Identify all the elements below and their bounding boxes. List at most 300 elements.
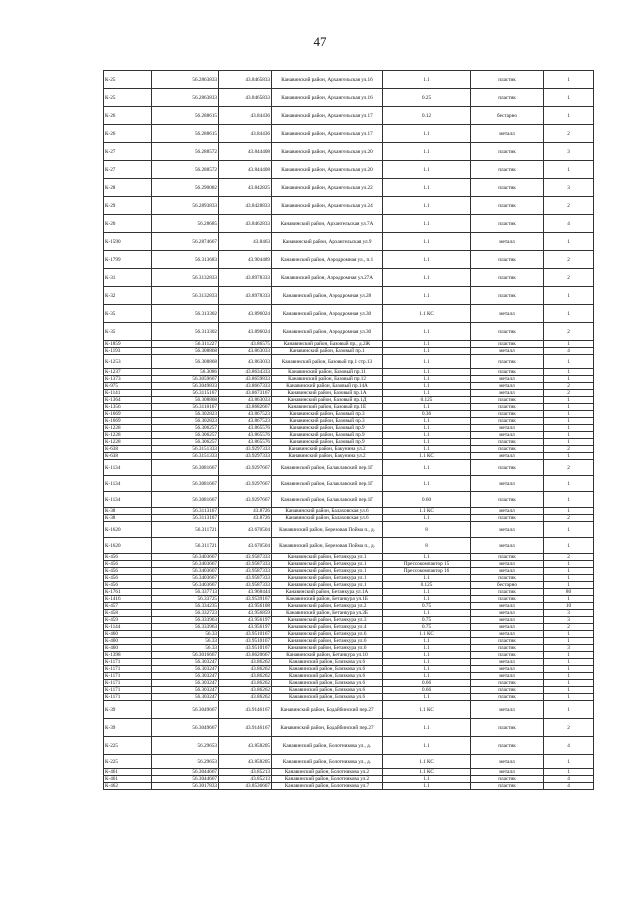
volume-cell: 1.1 bbox=[383, 610, 471, 617]
material-cell: пластик bbox=[471, 492, 544, 508]
volume-cell: 1.1 bbox=[383, 197, 471, 215]
site-id-cell: К-1669 bbox=[104, 418, 152, 425]
count-cell: 1 bbox=[544, 233, 594, 251]
table-row bbox=[104, 645, 594, 652]
latitude-cell: 56.33 bbox=[152, 645, 219, 652]
latitude-cell: 56.3132833 bbox=[152, 269, 219, 287]
table-row bbox=[104, 439, 594, 446]
address-cell: Канавинский район, Архангельская ул.16 bbox=[272, 71, 383, 89]
volume-cell: 0.75 bbox=[383, 624, 471, 631]
count-cell: 1 bbox=[544, 687, 594, 694]
site-id-cell: К-1356 bbox=[104, 404, 152, 411]
site-id-cell: К-27 bbox=[104, 143, 152, 161]
material-cell: пластик bbox=[471, 638, 544, 645]
material-cell: пластик bbox=[471, 355, 544, 369]
longitude-cell: 43.8620667 bbox=[219, 652, 272, 659]
longitude-cell: 43.9297667 bbox=[219, 460, 272, 476]
volume-cell: 1.1 bbox=[383, 376, 471, 383]
address-cell: Канавинский район, Болотникова ул., д. bbox=[272, 755, 383, 769]
address-cell: Канавинский район, Березовая Пойма п., д. bbox=[272, 522, 383, 538]
latitude-cell: 56.302823 bbox=[152, 411, 219, 418]
material-cell: пластик bbox=[471, 446, 544, 453]
material-cell: пластик bbox=[471, 251, 544, 269]
material-cell: пластик bbox=[471, 397, 544, 404]
latitude-cell: 56.3403667 bbox=[152, 561, 219, 568]
longitude-cell: 43.8462833 bbox=[219, 215, 272, 233]
longitude-cell: 43.9587333 bbox=[219, 561, 272, 568]
count-cell: 1 bbox=[544, 492, 594, 508]
volume-cell: Прессокомпактор 15 bbox=[383, 561, 471, 568]
latitude-cell: 56.3016667 bbox=[152, 652, 219, 659]
volume-cell: 0.125 bbox=[383, 582, 471, 589]
volume-cell: 1.1 bbox=[383, 783, 471, 790]
count-cell: 2 bbox=[544, 554, 594, 561]
latitude-cell: 56.3044667 bbox=[152, 769, 219, 776]
site-id-cell: К-1144 bbox=[104, 624, 152, 631]
longitude-cell: 43.8463 bbox=[219, 233, 272, 251]
site-id-cell: К-460 bbox=[104, 631, 152, 638]
count-cell: 1 bbox=[544, 561, 594, 568]
latitude-cell: 56.334235 bbox=[152, 603, 219, 610]
site-id-cell: К-35 bbox=[104, 323, 152, 341]
site-id-cell: К-1669 bbox=[104, 411, 152, 418]
material-cell: пластик bbox=[471, 694, 544, 701]
site-id-cell: К-1859 bbox=[104, 341, 152, 348]
table-row bbox=[104, 179, 594, 197]
longitude-cell: 43.956197 bbox=[219, 624, 272, 631]
latitude-cell: 56.2874667 bbox=[152, 233, 219, 251]
address-cell: Канавинский район, Бетанкура ул.1 bbox=[272, 561, 383, 568]
longitude-cell: 43.9146167 bbox=[219, 701, 272, 719]
longitude-cell: 43.8659833 bbox=[219, 376, 272, 383]
site-id-cell: К-28 bbox=[104, 179, 152, 197]
table-row bbox=[104, 161, 594, 179]
site-id-cell: К-1373 bbox=[104, 376, 152, 383]
longitude-cell: 43.858205 bbox=[219, 737, 272, 755]
latitude-cell: 56.33725 bbox=[152, 596, 219, 603]
table-row bbox=[104, 680, 594, 687]
address-cell: Канавинский район, Аэродромная ул.30 bbox=[272, 305, 383, 323]
site-id-cell: К-20 bbox=[104, 215, 152, 233]
latitude-cell: 56.288615 bbox=[152, 125, 219, 143]
table-row bbox=[104, 71, 594, 89]
longitude-cell: 43.86575 bbox=[219, 341, 272, 348]
address-cell: Канавинский район, Архангельская ул.22 bbox=[272, 179, 383, 197]
volume-cell: 1.1 bbox=[383, 251, 471, 269]
volume-cell: 0.66 bbox=[383, 687, 471, 694]
count-cell: 1 bbox=[544, 89, 594, 107]
count-cell: 1 bbox=[544, 582, 594, 589]
address-cell: Канавинский район, Болотникова ул., д. bbox=[272, 737, 383, 755]
address-cell: Канавинский район, Архангельская ул.7А bbox=[272, 215, 383, 233]
address-cell: Канавинский район, Базовый пр.1 bbox=[272, 348, 383, 355]
address-cell: Канавинский район, Бетанкура ул.6 bbox=[272, 638, 383, 645]
count-cell: 2 bbox=[544, 383, 594, 390]
count-cell: 1 bbox=[544, 694, 594, 701]
site-id-cell: К-1171 bbox=[104, 687, 152, 694]
table-row bbox=[104, 515, 594, 522]
address-cell: Канавинский район, Болотникова ул.7 bbox=[272, 783, 383, 790]
page-number: 47 bbox=[313, 34, 327, 49]
address-cell: Канавинский район, Бетанкура ул.2Б bbox=[272, 610, 383, 617]
site-id-cell: К-32 bbox=[104, 287, 152, 305]
longitude-cell: 43.9587333 bbox=[219, 554, 272, 561]
site-id-cell: К-225 bbox=[104, 755, 152, 769]
latitude-cell: 56.3017833 bbox=[152, 783, 219, 790]
latitude-cell: 56.306257 bbox=[152, 432, 219, 439]
count-cell: 1 bbox=[544, 376, 594, 383]
count-cell: 1 bbox=[544, 369, 594, 376]
longitude-cell: 43.8726 bbox=[219, 515, 272, 522]
site-id-cell: К-1228 bbox=[104, 432, 152, 439]
material-cell: пластик bbox=[471, 215, 544, 233]
site-id-cell: К-31 bbox=[104, 269, 152, 287]
address-cell: Канавинский район, Базовый пр.12 bbox=[272, 376, 383, 383]
address-cell: Канавинский район, Балаклавский пер.1Г bbox=[272, 476, 383, 492]
site-id-cell: К-460 bbox=[104, 638, 152, 645]
volume-cell: 1.1 bbox=[383, 143, 471, 161]
address-cell: Канавинский район, Аэродромная ул.27А bbox=[272, 269, 383, 287]
longitude-cell: 43.8465833 bbox=[219, 71, 272, 89]
table-row bbox=[104, 143, 594, 161]
volume-cell: 1.1 КС bbox=[383, 755, 471, 769]
address-cell: Канавинский район, Близкова ул.6 bbox=[272, 673, 383, 680]
table-row bbox=[104, 737, 594, 755]
latitude-cell: 56.313302 bbox=[152, 323, 219, 341]
address-cell: Канавинский район, Бетанкура ул.6 bbox=[272, 645, 383, 652]
longitude-cell: 43.84436 bbox=[219, 125, 272, 143]
site-id-cell: К-1761 bbox=[104, 589, 152, 596]
latitude-cell: 56.303247 bbox=[152, 666, 219, 673]
longitude-cell: 43.9587333 bbox=[219, 568, 272, 575]
address-cell: Канавинский район, Аэродромная ул., п.1 bbox=[272, 251, 383, 269]
latitude-cell: 56.33 bbox=[152, 638, 219, 645]
table-row bbox=[104, 596, 594, 603]
address-cell: Канавинский район, Бетанкура ул.1 bbox=[272, 568, 383, 575]
volume-cell: 0.66 bbox=[383, 680, 471, 687]
latitude-cell: 56.3403667 bbox=[152, 575, 219, 582]
count-cell: 4 bbox=[544, 348, 594, 355]
table-row bbox=[104, 107, 594, 125]
volume-cell: 1.1 КС bbox=[383, 508, 471, 515]
address-cell: Канавинский район, Балаклавский пер.1Г bbox=[272, 460, 383, 476]
latitude-cell: 56.3049667 bbox=[152, 719, 219, 737]
volume-cell: 1.1 bbox=[383, 589, 471, 596]
volume-cell: 1.1 bbox=[383, 71, 471, 89]
longitude-cell: 43.865576 bbox=[219, 439, 272, 446]
latitude-cell: 56.303247 bbox=[152, 673, 219, 680]
table-row bbox=[104, 460, 594, 476]
table-row bbox=[104, 418, 594, 425]
count-cell: 1 bbox=[544, 341, 594, 348]
longitude-cell: 43.968444 bbox=[219, 589, 272, 596]
count-cell: 1 bbox=[544, 652, 594, 659]
site-id-cell: К-1134 bbox=[104, 492, 152, 508]
table-row bbox=[104, 269, 594, 287]
latitude-cell: 56.3115167 bbox=[152, 390, 219, 397]
volume-cell: 1.1 bbox=[383, 425, 471, 432]
table-row bbox=[104, 538, 594, 554]
volume-cell: 0.25 bbox=[383, 89, 471, 107]
table-row bbox=[104, 694, 594, 701]
site-id-cell: К-461 bbox=[104, 776, 152, 783]
volume-cell: 1.1 bbox=[383, 638, 471, 645]
site-id-cell: К-1398 bbox=[104, 652, 152, 659]
material-cell: металл bbox=[471, 476, 544, 492]
volume-cell: 1.1 bbox=[383, 179, 471, 197]
count-cell: 1 bbox=[544, 355, 594, 369]
site-id-cell: К-1171 bbox=[104, 694, 152, 701]
volume-cell: 1.1 bbox=[383, 404, 471, 411]
address-cell: Канавинский район, Бакунина ул.2 bbox=[272, 453, 383, 460]
address-cell: Канавинский район, Болотникова ул.2 bbox=[272, 769, 383, 776]
site-id-cell: К-456 bbox=[104, 554, 152, 561]
volume-cell: 1.1 bbox=[383, 348, 471, 355]
table-row bbox=[104, 376, 594, 383]
count-cell: 2 bbox=[544, 390, 594, 397]
address-cell: Канавинский район, Аэродромная ул.28 bbox=[272, 287, 383, 305]
table-row bbox=[104, 575, 594, 582]
latitude-cell: 56.3081667 bbox=[152, 476, 219, 492]
site-id-cell: К-459 bbox=[104, 617, 152, 624]
longitude-cell: 43.863033 bbox=[219, 397, 272, 404]
longitude-cell: 43.86262 bbox=[219, 680, 272, 687]
count-cell: 2 bbox=[544, 269, 594, 287]
table-row bbox=[104, 687, 594, 694]
volume-cell: 1.1 bbox=[383, 418, 471, 425]
count-cell: 1 bbox=[544, 666, 594, 673]
table-row bbox=[104, 631, 594, 638]
count-cell: 1 bbox=[544, 476, 594, 492]
latitude-cell: 56.3113167 bbox=[152, 508, 219, 515]
latitude-cell: 56.33 bbox=[152, 631, 219, 638]
table-row bbox=[104, 582, 594, 589]
volume-cell: 1.1 bbox=[383, 287, 471, 305]
site-id-cell: К-29 bbox=[104, 197, 152, 215]
count-cell: 3 bbox=[544, 179, 594, 197]
material-cell: металл bbox=[471, 755, 544, 769]
address-cell: Канавинский район, Бетанкура ул.1 bbox=[272, 554, 383, 561]
address-cell: Канавинский район, Базовый пр., д.2Ж bbox=[272, 341, 383, 348]
volume-cell: 0.125 bbox=[383, 397, 471, 404]
address-cell: Канавинский район, Базовый пр.3 bbox=[272, 418, 383, 425]
longitude-cell: 43.9297333 bbox=[219, 453, 272, 460]
longitude-cell: 43.9539167 bbox=[219, 596, 272, 603]
longitude-cell: 43.85213 bbox=[219, 769, 272, 776]
material-cell: пластик bbox=[471, 411, 544, 418]
material-cell: бестарно bbox=[471, 107, 544, 125]
volume-cell: 1.1 bbox=[383, 596, 471, 603]
address-cell: Канавинский район, Близкова ул.6 bbox=[272, 694, 383, 701]
site-id-cell: К-1620 bbox=[104, 538, 152, 554]
material-cell: пластик bbox=[471, 287, 544, 305]
material-cell: металл bbox=[471, 348, 544, 355]
site-id-cell: К-1253 bbox=[104, 355, 152, 369]
count-cell: 1 bbox=[544, 161, 594, 179]
latitude-cell: 56.3086 bbox=[152, 369, 219, 376]
table-row bbox=[104, 610, 594, 617]
latitude-cell: 56.311721 bbox=[152, 522, 219, 538]
site-id-cell: К-1193 bbox=[104, 348, 152, 355]
latitude-cell: 56.313302 bbox=[152, 305, 219, 323]
address-cell: Канавинский район, Бетанкура ул.1А bbox=[272, 589, 383, 596]
volume-cell: 0.75 bbox=[383, 603, 471, 610]
site-id-cell: К-975 bbox=[104, 383, 152, 390]
table-row bbox=[104, 251, 594, 269]
material-cell: металл bbox=[471, 376, 544, 383]
volume-cell: 1.1 bbox=[383, 161, 471, 179]
longitude-cell: 43.9510167 bbox=[219, 631, 272, 638]
longitude-cell: 43.896024 bbox=[219, 323, 272, 341]
latitude-cell: 56.3110167 bbox=[152, 404, 219, 411]
count-cell: 3 bbox=[544, 617, 594, 624]
table-row bbox=[104, 476, 594, 492]
count-cell: 1 bbox=[544, 538, 594, 554]
count-cell: 1 bbox=[544, 397, 594, 404]
site-id-cell: К-1237 bbox=[104, 369, 152, 376]
table-row bbox=[104, 369, 594, 376]
volume-cell: 1.1 bbox=[383, 323, 471, 341]
volume-cell: 1.1 bbox=[383, 446, 471, 453]
count-cell: 4 bbox=[544, 783, 594, 790]
material-cell: пластик bbox=[471, 652, 544, 659]
count-cell: 1 bbox=[544, 71, 594, 89]
longitude-cell: 43.863033 bbox=[219, 348, 272, 355]
table-body bbox=[104, 71, 594, 790]
volume-cell: 1.1 КС bbox=[383, 701, 471, 719]
count-cell: 2 bbox=[544, 446, 594, 453]
material-cell: пластик bbox=[471, 737, 544, 755]
site-id-cell: К-638 bbox=[104, 453, 152, 460]
material-cell: металл bbox=[471, 425, 544, 432]
address-cell: Канавинский район, Бетанкура ул.1 bbox=[272, 582, 383, 589]
volume-cell: 1.1 bbox=[383, 355, 471, 369]
table-row bbox=[104, 755, 594, 769]
latitude-cell: 56.333963 bbox=[152, 617, 219, 624]
latitude-cell: 56.3403667 bbox=[152, 568, 219, 575]
volume-cell: 0.60 bbox=[383, 492, 471, 508]
latitude-cell: 56.308868 bbox=[152, 397, 219, 404]
volume-cell: 1.1 bbox=[383, 476, 471, 492]
address-cell: Канавинский район, Базовый пр.1Е bbox=[272, 404, 383, 411]
volume-cell: 1.1 КС bbox=[383, 769, 471, 776]
count-cell: 1 bbox=[544, 568, 594, 575]
site-id-cell: К-460 bbox=[104, 645, 152, 652]
count-cell: 1 bbox=[544, 439, 594, 446]
material-cell: пластик bbox=[471, 418, 544, 425]
table-row bbox=[104, 652, 594, 659]
volume-cell: 1.1 bbox=[383, 673, 471, 680]
count-cell: 1 bbox=[544, 755, 594, 769]
site-id-cell: К-1171 bbox=[104, 673, 152, 680]
longitude-cell: 43.8536667 bbox=[219, 783, 272, 790]
longitude-cell: 43.8978333 bbox=[219, 269, 272, 287]
address-cell: Канавинский район, Бакунина ул.2 bbox=[272, 446, 383, 453]
volume-cell: 1.1 КС bbox=[383, 631, 471, 638]
table-row bbox=[104, 341, 594, 348]
count-cell: 2 bbox=[544, 323, 594, 341]
volume-cell: 1.1 bbox=[383, 460, 471, 476]
count-cell: 10 bbox=[544, 603, 594, 610]
table-row bbox=[104, 348, 594, 355]
table-row bbox=[104, 589, 594, 596]
table-row bbox=[104, 125, 594, 143]
latitude-cell: 56.313683 bbox=[152, 251, 219, 269]
site-id-cell: К-1228 bbox=[104, 425, 152, 432]
address-cell: Канавинский район, Базовый пр.11 bbox=[272, 369, 383, 376]
material-cell: пластик bbox=[471, 589, 544, 596]
volume-cell: 1.1 bbox=[383, 659, 471, 666]
address-cell: Канавинский район, Аэродромная ул.30 bbox=[272, 323, 383, 341]
material-cell: пластик bbox=[471, 687, 544, 694]
latitude-cell: 56.3403667 bbox=[152, 582, 219, 589]
longitude-cell: 43.8673167 bbox=[219, 390, 272, 397]
longitude-cell: 43.844408 bbox=[219, 143, 272, 161]
longitude-cell: 43.9510167 bbox=[219, 638, 272, 645]
latitude-cell: 56.3113167 bbox=[152, 515, 219, 522]
latitude-cell: 56.290082 bbox=[152, 179, 219, 197]
material-cell: пластик bbox=[471, 369, 544, 376]
address-cell: Канавинский район, Бетанкура ул.3 bbox=[272, 617, 383, 624]
table-row bbox=[104, 233, 594, 251]
material-cell: бестарно bbox=[471, 582, 544, 589]
latitude-cell: 56.308868 bbox=[152, 355, 219, 369]
latitude-cell: 56.2863833 bbox=[152, 71, 219, 89]
site-id-cell: К-457 bbox=[104, 603, 152, 610]
longitude-cell: 43.858205 bbox=[219, 755, 272, 769]
material-cell: металл bbox=[471, 383, 544, 390]
latitude-cell: 56.288572 bbox=[152, 161, 219, 179]
address-cell: Канавинский район, Архангельская ул.9 bbox=[272, 233, 383, 251]
address-cell: Канавинский район, Бетанкура ул.1 bbox=[272, 575, 383, 582]
count-cell: 1 bbox=[544, 596, 594, 603]
latitude-cell: 56.28685 bbox=[152, 215, 219, 233]
volume-cell: 1.1 bbox=[383, 694, 471, 701]
material-cell: пластик bbox=[471, 575, 544, 582]
site-id-cell: К-1364 bbox=[104, 397, 152, 404]
count-cell: 2 bbox=[544, 251, 594, 269]
volume-cell: 1.1 bbox=[383, 269, 471, 287]
latitude-cell: 56.288572 bbox=[152, 143, 219, 161]
count-cell: 4 bbox=[544, 737, 594, 755]
latitude-cell: 56.303247 bbox=[152, 694, 219, 701]
site-id-cell: К-456 bbox=[104, 561, 152, 568]
count-cell: 1 bbox=[544, 680, 594, 687]
address-cell: Канавинский район, Архангельская ул.17 bbox=[272, 125, 383, 143]
longitude-cell: 43.844408 bbox=[219, 161, 272, 179]
address-cell: Канавинский район, Базовый пр.1А bbox=[272, 390, 383, 397]
volume-cell: 1.1 bbox=[383, 652, 471, 659]
longitude-cell: 43.956108 bbox=[219, 603, 272, 610]
count-cell: 1 bbox=[544, 411, 594, 418]
address-cell: Канавинский район, Архангельская ул.16 bbox=[272, 89, 383, 107]
site-id-cell: К-1171 bbox=[104, 659, 152, 666]
material-cell: металл bbox=[471, 432, 544, 439]
count-cell: 1 bbox=[544, 659, 594, 666]
latitude-cell: 56.3044667 bbox=[152, 776, 219, 783]
latitude-cell: 56.3049667 bbox=[152, 701, 219, 719]
address-cell: Канавинский район, Бетанкура ул.1Б bbox=[272, 596, 383, 603]
longitude-cell: 43.9146167 bbox=[219, 719, 272, 737]
table-row bbox=[104, 446, 594, 453]
latitude-cell: 56.3081667 bbox=[152, 460, 219, 476]
volume-cell: 1.1 КС bbox=[383, 453, 471, 460]
latitude-cell: 56.3081667 bbox=[152, 492, 219, 508]
material-cell: пластик bbox=[471, 161, 544, 179]
address-cell: Канавинский район, Балаховская ул.6 bbox=[272, 515, 383, 522]
table-row bbox=[104, 522, 594, 538]
longitude-cell: 43.8428833 bbox=[219, 197, 272, 215]
